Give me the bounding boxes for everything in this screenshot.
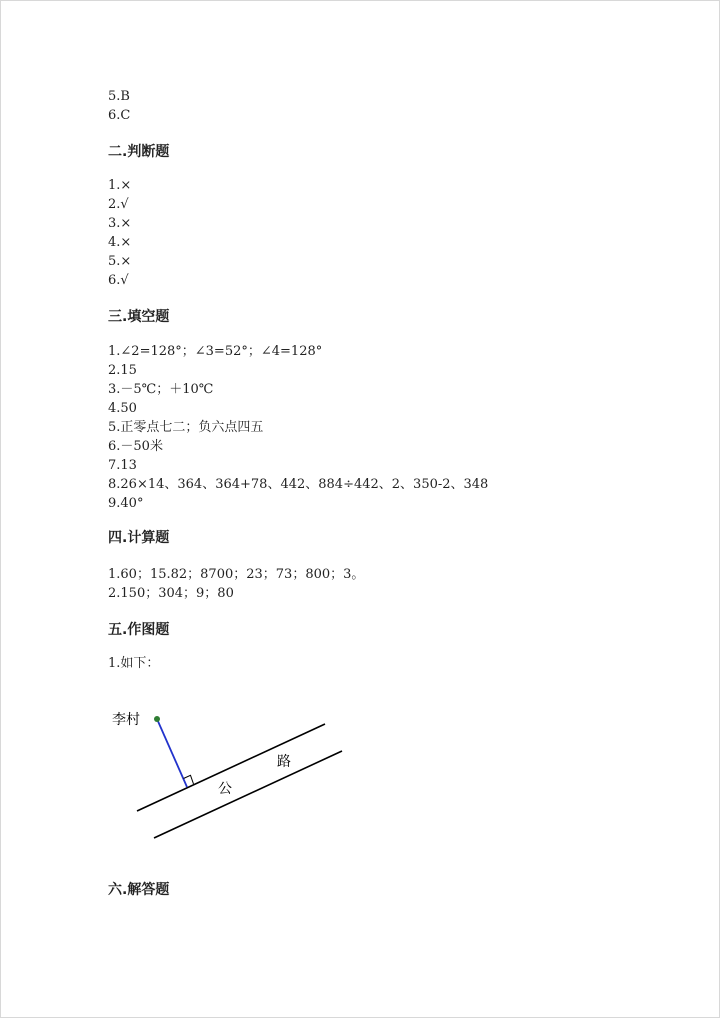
fill-answer-8: 8.26×14、364、364+78、442、884÷442、2、350-2、348 bbox=[108, 477, 489, 492]
choice-answer-6: 6.C bbox=[108, 108, 131, 123]
judgement-answer-3: 3.× bbox=[108, 216, 132, 231]
calc-answer-2: 2.150；304；9；80 bbox=[108, 586, 234, 601]
road-edge-lower bbox=[154, 751, 342, 838]
road-label-gong: 公 bbox=[218, 781, 232, 797]
road-label-lu: 路 bbox=[277, 754, 291, 770]
fill-answer-9: 9.40° bbox=[108, 496, 144, 511]
village-point bbox=[154, 716, 160, 722]
judgement-answer-1: 1.× bbox=[108, 178, 132, 193]
section-title-solution: 六.解答题 bbox=[108, 882, 170, 898]
fill-answer-5: 5.正零点七二；负六点四五 bbox=[108, 420, 264, 435]
perpendicular-segment bbox=[157, 719, 187, 787]
fill-answer-3: 3.－5℃；＋10℃ bbox=[108, 382, 214, 397]
judgement-answer-6: 6.√ bbox=[108, 273, 129, 288]
fill-answer-2: 2.15 bbox=[108, 363, 137, 378]
section-title-judgement: 二.判断题 bbox=[108, 144, 170, 160]
drawing-answer-1: 1.如下： bbox=[108, 656, 160, 671]
judgement-answer-2: 2.√ bbox=[108, 197, 129, 212]
fill-answer-6: 6.－50米 bbox=[108, 439, 163, 454]
fill-answer-1: 1.∠2=128°；∠3=52°；∠4=128° bbox=[108, 344, 323, 359]
choice-answer-5: 5.B bbox=[108, 89, 130, 104]
calc-answer-1: 1.60；15.82；8700；23；73；800；3。 bbox=[108, 567, 365, 582]
fill-answer-7: 7.13 bbox=[108, 458, 137, 473]
village-label: 李村 bbox=[112, 712, 140, 728]
fill-answer-4: 4.50 bbox=[108, 401, 137, 416]
section-title-drawing: 五.作图题 bbox=[108, 622, 170, 638]
judgement-answer-5: 5.× bbox=[108, 254, 132, 269]
section-title-fill-blank: 三.填空题 bbox=[108, 309, 170, 325]
section-title-calculation: 四.计算题 bbox=[108, 530, 170, 546]
judgement-answer-4: 4.× bbox=[108, 235, 132, 250]
